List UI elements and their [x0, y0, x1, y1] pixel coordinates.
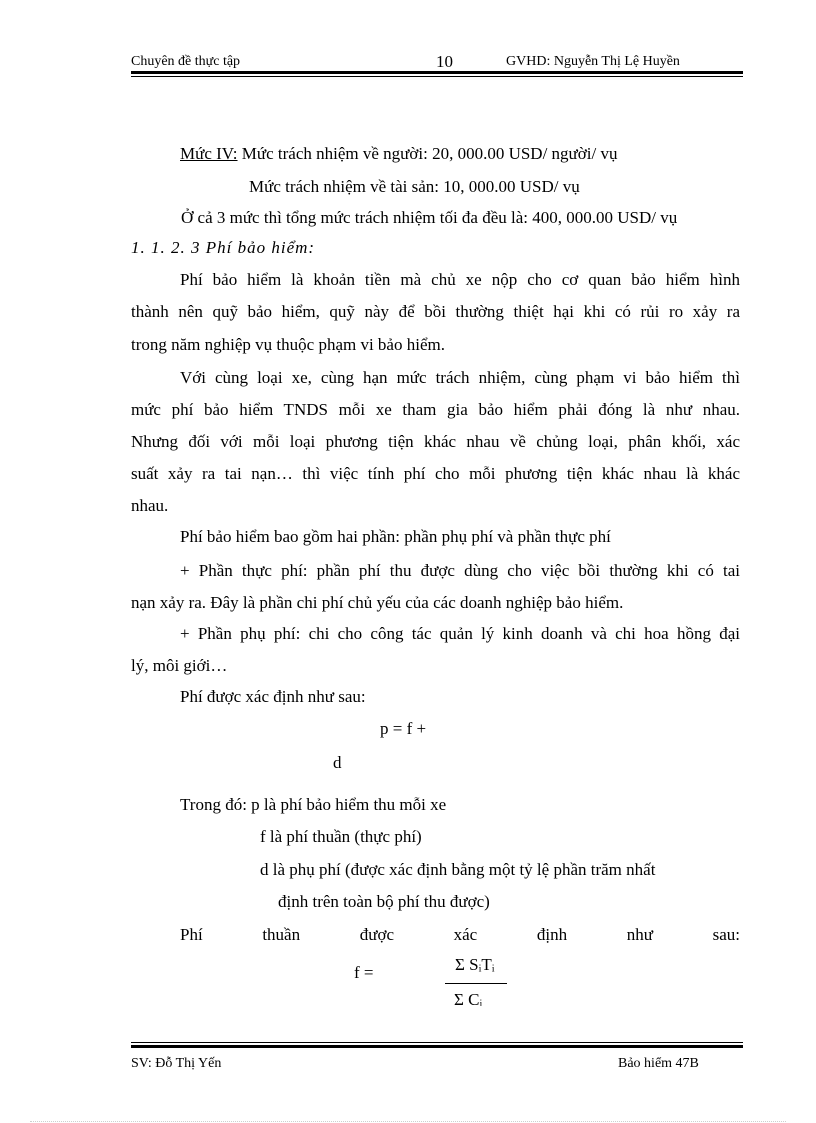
footer-rule-thin — [131, 1042, 743, 1043]
paragraph-5-line-2: lý, môi giới… — [131, 656, 228, 675]
footer-left: SV: Đỗ Thị Yến — [131, 1056, 222, 1071]
header-right: GVHD: Nguyễn Thị Lệ Huyền — [506, 54, 680, 69]
muc-iv-label: Mức IV: — [180, 144, 238, 163]
paragraph-7: Phí thuần được xác định như sau: — [180, 925, 740, 944]
footer-right: Bảo hiểm 47B — [618, 1056, 699, 1071]
formula-p: p = f + — [380, 719, 427, 738]
where-line-2: f là phí thuần (thực phí) — [260, 827, 422, 846]
muc-iv-line-3: Ở cả 3 mức thì tổng mức trách nhiệm tối đa đều là: 400, 000.00 USD/ vụ — [181, 208, 678, 227]
paragraph-5-line-1: + Phần phụ phí: chi cho công tác quản lý kinh doanh và chi hoa hồng đại — [180, 624, 740, 643]
where-line-4: định trên toàn bộ phí thu được) — [278, 892, 490, 911]
paragraph-2-line-4: suất xảy ra tai nạn… thì việc tính phí cho mỗi phương tiện khác nhau là khác — [131, 464, 740, 483]
section-heading: 1. 1. 2. 3 Phí bảo hiểm: — [131, 238, 316, 257]
formula-f-lhs: f = — [354, 963, 374, 982]
page-edge-dots — [30, 1121, 786, 1122]
header-rule-thin — [131, 76, 743, 77]
formula-p-d: d — [333, 753, 342, 772]
header-left: Chuyên đề thực tập — [131, 54, 241, 69]
formula-f-numerator: Σ SᵢTᵢ — [455, 955, 495, 974]
header-rule-thick — [131, 71, 743, 74]
formula-f-denominator-clip — [440, 986, 520, 1006]
paragraph-4-line-2: nạn xảy ra. Đây là phần chi phí chủ yếu của các doanh nghiệp bảo hiểm. — [131, 593, 624, 612]
muc-iv-line-2: Mức trách nhiệm về tài sản: 10, 000.00 USD/ vụ — [249, 177, 580, 196]
paragraph-4-line-1: + Phần thực phí: phần phí thu được dùng cho việc bồi thường khi có tai — [180, 561, 740, 580]
where-line-3: d là phụ phí (được xác định bằng một tỷ lệ phần trăm nhất — [260, 860, 656, 879]
formula-f-fraction-bar — [445, 983, 507, 984]
muc-iv-line-1-text: Mức trách nhiệm về người: 20, 000.00 USD/ người/ vụ — [237, 144, 618, 163]
paragraph-1-line-3: trong năm nghiệp vụ thuộc phạm vi bảo hiểm. — [131, 335, 445, 354]
paragraph-1-line-2: thành nên quỹ bảo hiểm, quỹ này để bồi thường thiệt hại khi có rủi ro xảy ra — [131, 302, 740, 321]
paragraph-2-line-3: Nhưng đối với mỗi loại phương tiện khác nhau về chủng loại, phân khối, xác — [131, 432, 740, 451]
paragraph-6: Phí được xác định như sau: — [180, 687, 366, 706]
paragraph-2-line-5: nhau. — [131, 496, 169, 515]
paragraph-3: Phí bảo hiểm bao gồm hai phần: phần phụ phí và phần thực phí — [180, 527, 611, 546]
paragraph-2-line-2: mức phí bảo hiểm TNDS mỗi xe tham gia bảo hiểm phải đóng là như nhau. — [131, 400, 740, 419]
paragraph-1-line-1: Phí bảo hiểm là khoản tiền mà chủ xe nộp cho cơ quan bảo hiểm hình — [180, 270, 740, 289]
where-line-1: Trong đó: p là phí bảo hiểm thu mỗi xe — [180, 795, 447, 814]
formula-f-denominator: Σ Cᵢ — [454, 990, 483, 1006]
page-number: 10 — [436, 52, 453, 71]
muc-iv-line-1 — [180, 144, 617, 164]
paragraph-2-line-1: Với cùng loại xe, cùng hạn mức trách nhiệm, cùng phạm vi bảo hiểm thì — [180, 368, 740, 387]
footer-rule-thick — [131, 1045, 743, 1048]
